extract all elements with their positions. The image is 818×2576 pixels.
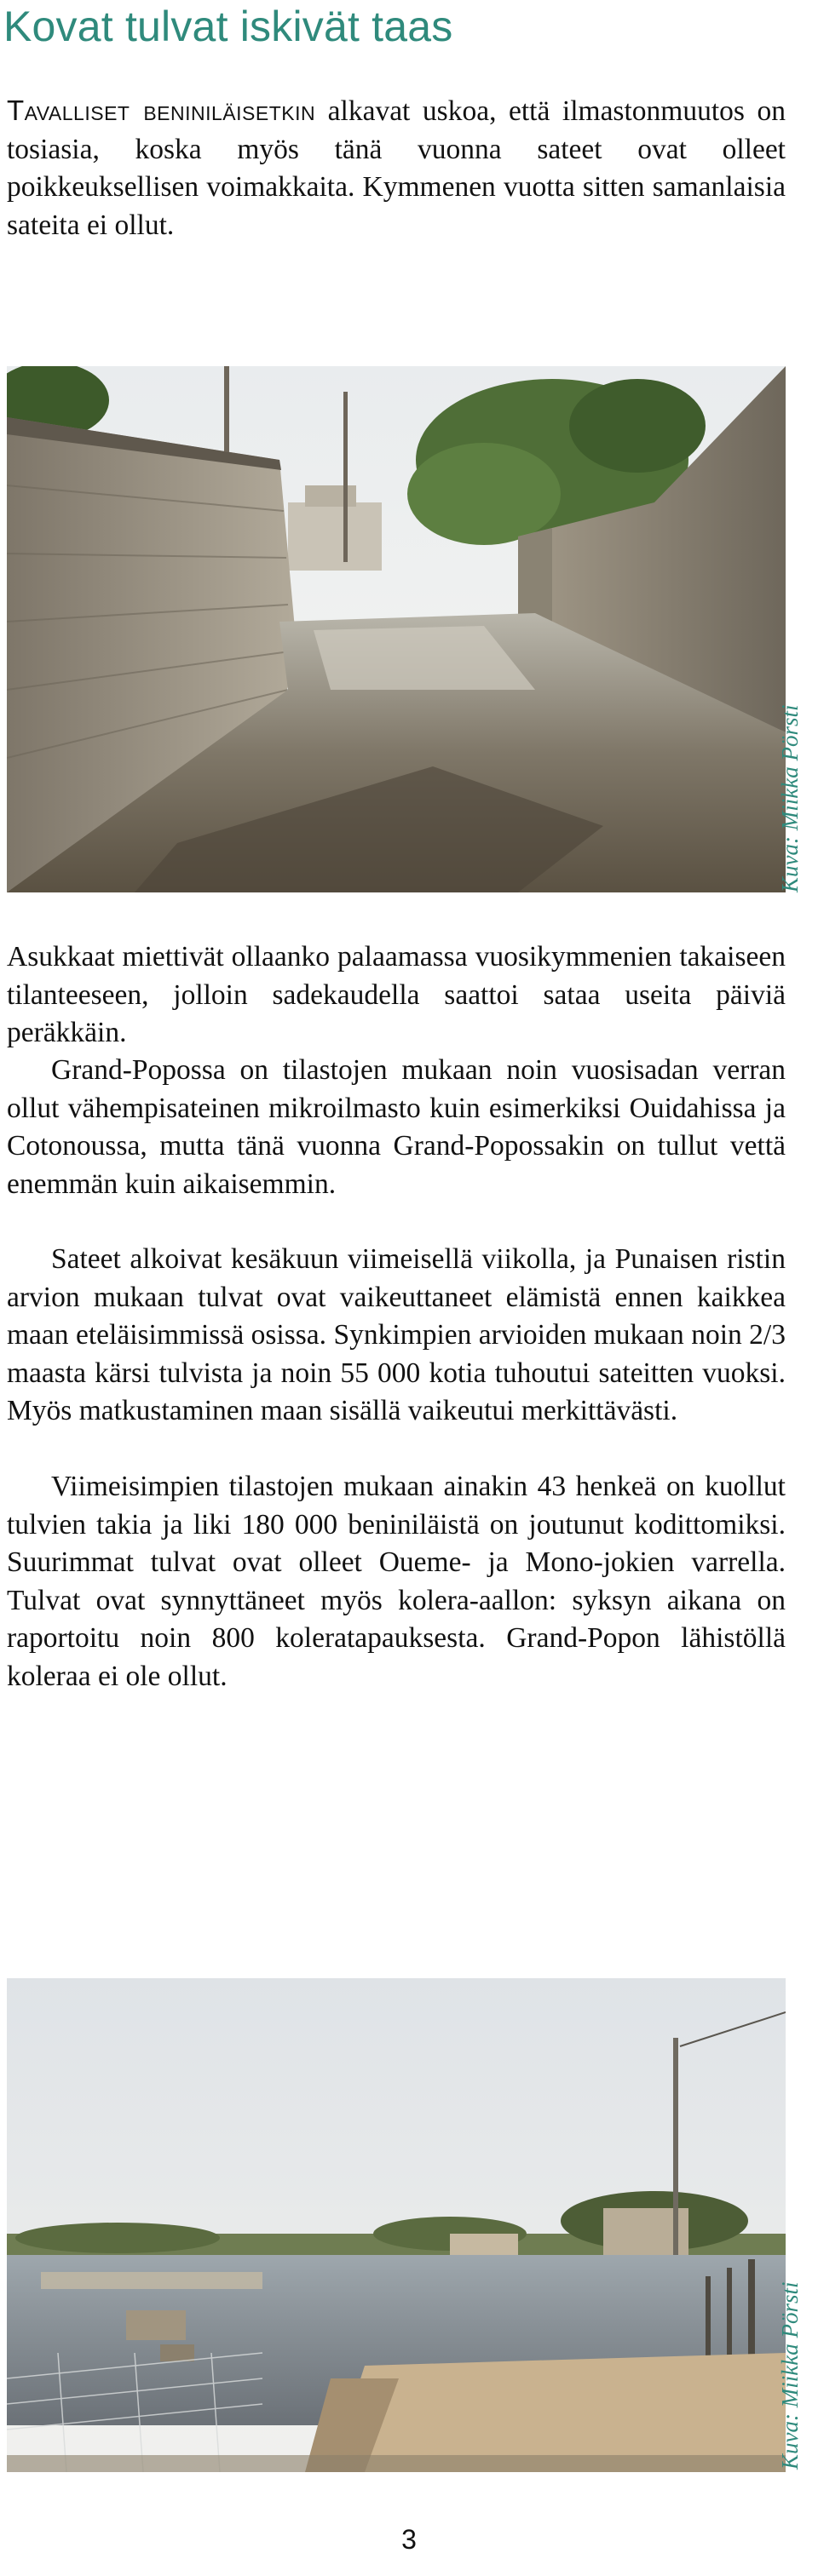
lead-text: alkavat uskoa, että ilmastonmuutos on tosiasia, koska myös tänä vuonna sateet ovat olleet poikkeuksellisen voimakkaita. Kymmenen vuotta sitten samanlaisia sateita ei ollut.: [7, 95, 786, 241]
article-title: Kovat tulvat iskivät taas: [3, 3, 453, 50]
flooded-shore-illustration: [7, 1978, 786, 2472]
lead-paragraph: [7, 92, 786, 244]
paragraph-1: Asukkaat miettivät ollaanko palaamassa vuosikymmenien takaiseen tilanteeseen, jolloin sadekaudella saattoi sataa useita päiviä peräkkäin.: [7, 941, 786, 1048]
paragraph-3: Sateet alkoivat kesäkuun viimeisellä viikolla, ja Punaisen ristin arvion mukaan tulvat ovat vaikeuttaneet elämistä ennen kaikkea maan eteläisimmissä osissa. Synkimpien arvioiden mukaan noin 2/3 maasta kärsi tulvista ja noin 55 000 kotia tuhoutui sateitten vuoksi. Myös matkustaminen maan sisällä vaikeutui merkittävästi.: [7, 1243, 786, 1426]
lead-smallcaps-opening: Tavalliset beniniläisetkin: [7, 95, 316, 126]
page-number: 3: [401, 2524, 417, 2555]
photo-flooded-alley: [7, 366, 786, 892]
paragraph-4: Viimeisimpien tilastojen mukaan ainakin 43 henkeä on kuollut tulvien takia ja liki 180 000 beniniläistä on joutunut kodittomiksi. Suurimmat tulvat ovat olleet Oueme- ja Mono-jokien varrella. Tulvat ovat synnyttäneet myös kolera-aallon: syksyn aikana on raportoitu noin 800 koleratapauksesta. Grand-Popon lähistöllä koleraa ei ole ollut.: [7, 1471, 786, 1692]
photo-flooded-shore: [7, 1978, 786, 2472]
flooded-alley-illustration: [7, 366, 786, 892]
paragraph-2: Grand-Popossa on tilastojen mukaan noin vuosisadan verran ollut vähempisateinen mikroilmasto kuin esimerkiksi Ouidahissa ja Cotonoussa, mutta tänä vuonna Grand-Popossakin on tullut vettä enemmän kuin aikaisemmin.: [7, 1054, 786, 1200]
photo-credit-2: Kuva: Miikka Pörsti: [777, 2281, 803, 2470]
photo-credit-1: Kuva: Miikka Pörsti: [777, 704, 803, 892]
